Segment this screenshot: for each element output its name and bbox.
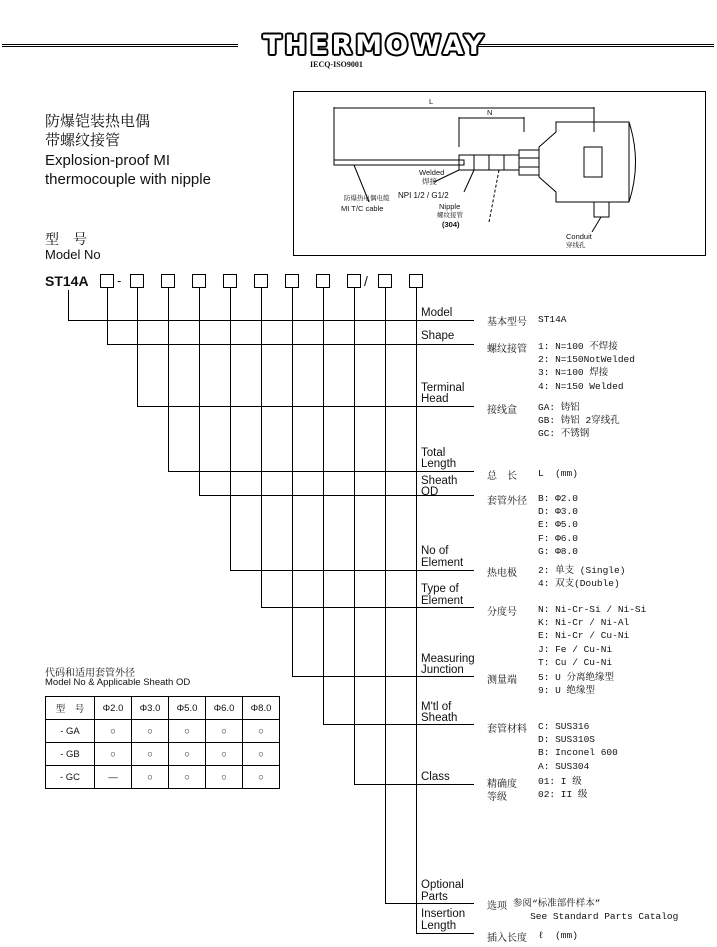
connector-length (168, 288, 169, 471)
header-rule-right (478, 44, 714, 47)
table-cell: ○ (206, 743, 243, 766)
sheath-table-header: 型 号 (46, 697, 95, 720)
sheath-table-header: Φ8.0 (243, 697, 280, 720)
cat-length-en-2: Length (421, 458, 457, 470)
cat-class-values: 01: I 级 02: II 级 (538, 776, 588, 801)
table-cell: ○ (95, 743, 132, 766)
hline-insertion (416, 933, 474, 934)
connector-shape (107, 288, 108, 344)
cat-length-values: L (mm) (538, 468, 578, 479)
cat-shape-cn: 螺纹接管 (487, 344, 527, 355)
welded-label-cn: 焊接 (422, 177, 437, 186)
cat-material-en-1: M'tl of (421, 701, 452, 713)
code-box-shape (100, 274, 114, 288)
cat-options-cn: 选项 (487, 901, 507, 912)
cat-junction-en-2: Junction (421, 664, 464, 676)
cat-model-en: Model (421, 307, 453, 319)
sheath-table-header: Φ2.0 (95, 697, 132, 720)
cat-type-cn: 分度号 (487, 607, 517, 618)
model-heading-cn: 型 号 (45, 231, 87, 247)
welded-label: Welded (419, 168, 445, 177)
npt-label: NPI 1/2 / G1/2 (398, 191, 449, 200)
code-box-type (254, 274, 268, 288)
table-row (46, 766, 280, 789)
table-cell: ○ (243, 720, 280, 743)
hline-class (354, 784, 474, 785)
table-cell: ○ (169, 766, 206, 789)
cat-model-cn: 基本型号 (487, 317, 527, 328)
table-cell: - GA (46, 720, 95, 743)
cat-junction-values: 5: U 分离绝缘型 9: U 绝缘型 (538, 672, 615, 697)
cat-length-en-1: Total (421, 447, 446, 459)
code-dash: - (117, 273, 122, 288)
model-code: ST14A (45, 273, 89, 289)
cat-class-en: Class (421, 771, 450, 783)
cat-junction-en-1: Measuring (421, 653, 475, 665)
hline-model (68, 320, 474, 321)
table-row (46, 720, 280, 743)
conduit-label: Conduit (566, 232, 592, 241)
table-cell: — (95, 766, 132, 789)
table-cell: - GC (46, 766, 95, 789)
table-cell: ○ (243, 743, 280, 766)
cat-insertion-values: ℓ (mm) (538, 930, 578, 941)
brand-logo: THERMOWAY (263, 30, 487, 61)
product-diagram (293, 91, 706, 256)
sheath-table-header-row (46, 697, 280, 720)
table-cell: - GB (46, 743, 95, 766)
cat-head-en-2: Head (421, 393, 449, 405)
code-box-od (192, 274, 206, 288)
cat-junction-cn: 测量端 (487, 675, 517, 686)
hline-length (168, 471, 474, 472)
code-box-class (347, 274, 361, 288)
code-box-elements (223, 274, 237, 288)
cat-elements-en-1: No of (421, 545, 449, 557)
sheath-table-header: Φ5.0 (169, 697, 206, 720)
cat-insertion-cn: 插入长度 (487, 933, 527, 944)
connector-model (68, 290, 69, 320)
cat-length-cn: 总 长 (487, 471, 517, 482)
cat-type-values: N: Ni-Cr-Si / Ni-Si K: Ni-Cr / Ni-Al E: Ni-Cr / Cu-Ni J: Fe / Cu-Ni T: Cu / Cu-Ni (538, 604, 647, 668)
cat-elements-values: 2: 单支 (Single) 4: 双支(Double) (538, 565, 626, 590)
header-rule-left (2, 44, 238, 47)
cat-class-cn-2: 等级 (487, 792, 507, 803)
product-title-cn-1: 防爆铠装热电偶 (45, 113, 151, 130)
table-cell: ○ (169, 743, 206, 766)
cat-type-en-1: Type of (421, 583, 459, 595)
mi-cable-label: MI T/C cable (341, 204, 384, 213)
connector-options (385, 288, 386, 903)
sheath-table-caption-en: Model No & Applicable Sheath OD (45, 677, 191, 688)
cat-elements-en-2: Element (421, 557, 464, 569)
cat-head-values: GA: 铸铝 GB: 铸铝 2穿线孔 GC: 不锈钢 (538, 402, 620, 440)
cat-material-cn: 套管材料 (487, 724, 527, 735)
cat-model-values: ST14A (538, 314, 567, 325)
connector-material (323, 288, 324, 724)
table-cell: ○ (95, 720, 132, 743)
table-row (46, 743, 280, 766)
dim-label-L: L (429, 97, 434, 106)
cat-insertion-en-1: Insertion (421, 908, 466, 920)
cat-od-cn: 套管外径 (487, 496, 527, 507)
table-cell: ○ (206, 766, 243, 789)
cat-elements-cn: 热电极 (487, 568, 517, 579)
code-box-head (130, 274, 144, 288)
connector-type (261, 288, 262, 607)
model-heading-en: Model No (45, 247, 101, 262)
nipple-material-label: (304) (442, 220, 460, 229)
connector-head (137, 288, 138, 406)
cat-shape-values: 1: N=100 不焊接 2: N=150NotWelded 3: N=100 焊接 4: N=150 Welded (538, 341, 635, 392)
sheath-table-header: Φ6.0 (206, 697, 243, 720)
product-title-cn-2: 带螺纹接管 (45, 132, 121, 149)
cat-class-cn: 精确度 (487, 779, 517, 790)
table-cell: ○ (132, 766, 169, 789)
cat-od-values: B: Φ2.0 D: Φ3.0 E: Φ5.0 F: Φ6.0 G: Φ8.0 (538, 493, 578, 557)
cat-head-en-1: Terminal (421, 382, 465, 394)
thermocouple-drawing (294, 92, 707, 257)
sheath-table-header: Φ3.0 (132, 697, 169, 720)
cat-options-en-1: Optional (421, 879, 464, 891)
code-box-junction (285, 274, 299, 288)
dim-label-N: N (487, 108, 493, 117)
connector-elements (230, 288, 231, 570)
code-box-material (316, 274, 330, 288)
sheath-od-table (45, 696, 280, 789)
table-cell: ○ (206, 720, 243, 743)
cat-options-en-2: Parts (421, 891, 448, 903)
nipple-label-cn: 螺纹接管 (437, 212, 463, 219)
table-cell: ○ (132, 743, 169, 766)
connector-junction (292, 288, 293, 676)
conduit-label-cn: 穿线孔 (566, 242, 586, 249)
sheath-table-caption-cn: 代码和适用套管外径 (45, 668, 135, 679)
hline-elements (230, 570, 474, 571)
hline-head (137, 406, 474, 407)
cat-shape-en: Shape (421, 330, 455, 342)
code-box-insertion (409, 274, 423, 288)
code-slash: / (364, 273, 368, 289)
hline-shape (107, 344, 474, 345)
cat-head-cn: 接线盒 (487, 405, 517, 416)
product-title-en-1: Explosion-proof MI (45, 152, 171, 169)
cat-od-en-2: OD (421, 486, 439, 498)
nipple-label: Nipple (439, 202, 461, 211)
cat-options-values: 参阅“标准部件样本” See Standard Parts Catalog (513, 898, 679, 923)
mi-cable-label-cn: 防爆热电偶电缆 (344, 195, 390, 202)
cat-od-en-1: Sheath (421, 475, 458, 487)
brand-certification: IECQ-ISO9001 (310, 60, 363, 69)
connector-insertion (416, 288, 417, 933)
table-cell: ○ (243, 766, 280, 789)
product-title-en-2: thermocouple with nipple (45, 171, 211, 188)
table-cell: ○ (132, 720, 169, 743)
cat-material-values: C: SUS316 D: SUS310S B: Inconel 600 A: SUS304 (538, 721, 618, 772)
code-box-options (378, 274, 392, 288)
cat-insertion-en-2: Length (421, 920, 457, 932)
connector-class (354, 288, 355, 784)
code-box-length (161, 274, 175, 288)
cat-material-en-2: Sheath (421, 712, 458, 724)
table-cell: ○ (169, 720, 206, 743)
cat-type-en-2: Element (421, 595, 464, 607)
